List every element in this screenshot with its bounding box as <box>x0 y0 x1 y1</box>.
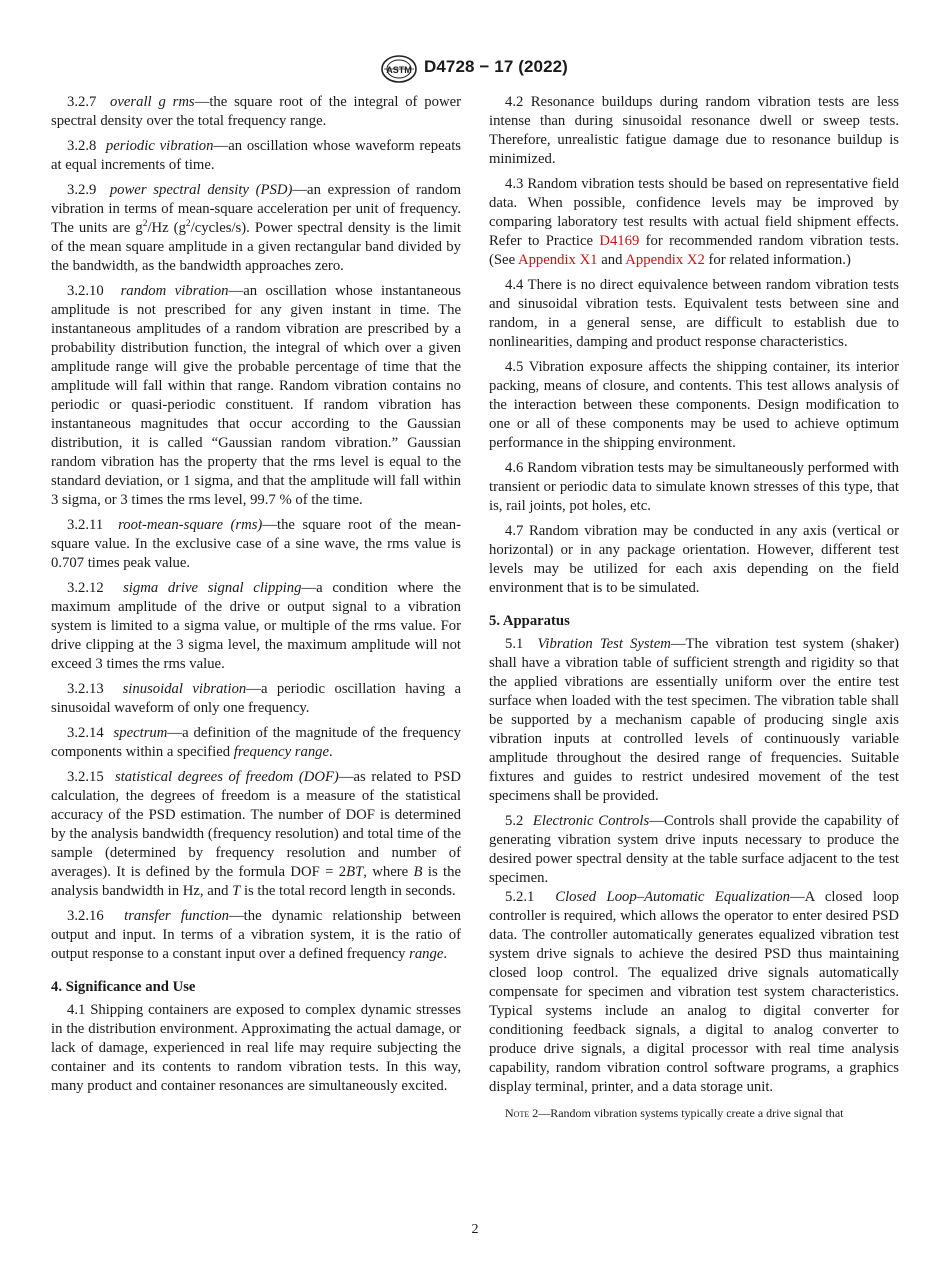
page-number: 2 <box>471 1222 479 1237</box>
definition-3-2-10: 3.2.10 random vibration—an oscillation whose instantaneous amplitude is not prescribed for any given instant in time. The instantaneous amplitudes of a random vibration are prescribed by a probability distribution function, the integral of which over a given amplitude range will give the probable percentage of time that the amplitude will fall within that range. Random vibration contains no periodic or quasi-periodic constituent. If random vibration has instantaneous magnitudes that occur according to the Gaussian distribution, it is called “Gaussian random vibration.” Gaussian random vibration has the property that the rms level is equal to the standard deviation, or 1 sigma, and that the amplitude will fall within 3 sigma, or 3 times the rms level, 99.7 % of the time. <box>51 283 461 508</box>
paragraph-4-2: 4.2 Resonance buildups during random vibration tests are less intense than during sinusoidal resonance dwell or sweep tests. Therefore, unrealistic fatigue damage due to resonance buildup is minimized. <box>489 94 899 167</box>
right-column <box>489 93 899 1121</box>
left-column <box>51 93 461 1096</box>
paragraph-4-5: 4.5 Vibration exposure affects the shipping container, its interior packing, means of closure, and contents. This test allows analysis of the interaction between these components. Design modification to one or all of these components may be used to achieve optimum performance in the shipping environment. <box>489 359 899 451</box>
document-id: D4728 − 17 (2022) <box>424 57 568 76</box>
paragraph-5-2-1: 5.2.1 Closed Loop–Automatic Equalization—A closed loop controller is required, which allows the operator to enter desired PSD data. The controller automatically generates equalized vibration test system drive signals to achieve the desired PSD thus maintaining closed loop control. The equalized drive signals automatically compensate for specimen and vibration test system characteristics. Typical systems include an analog to digital converter for conditioning feedback signals, a digital to analog converter to produce drive signals, a digital processor with real time analysis capability, random vibration control software programs, a graphics display terminal, printer, and a data storage unit. <box>489 889 899 1095</box>
paragraph-4-6: 4.6 Random vibration tests may be simultaneously performed with transient or periodic data to simulate known stresses of this type, that is, rail joints, pot holes, etc. <box>489 460 899 514</box>
definition-3-2-12: 3.2.12 sigma drive signal clipping—a condition where the maximum amplitude of the drive or output signal to a vibration system is limited to a sigma value, or multiple of the rms value. For drive clipping at the 3 sigma level, the maximum amplitude will not exceed 3 times the rms value. <box>51 580 461 672</box>
astm-logo-icon <box>380 54 418 84</box>
definition-3-2-16: 3.2.16 transfer function—the dynamic relationship between output and input. In terms of a vibration system, it is the ratio of output response to a constant input over a defined frequency range. <box>51 908 462 962</box>
link-appendix-x2[interactable]: Appendix X2 <box>625 252 705 268</box>
definition-3-2-14: 3.2.14 spectrum—a definition of the magnitude of the frequency components within a specified frequency range. <box>51 725 462 760</box>
definition-3-2-8: 3.2.8 periodic vibration—an oscillation whose waveform repeats at equal increments of time. <box>51 138 461 173</box>
paragraph-4-7: 4.7 Random vibration may be conducted in any axis (vertical or horizontal) or in any package orientation. However, different test levels may be utilized for each axis depending on the field environment that is to be simulated. <box>489 523 899 596</box>
section-5-heading: 5. Apparatus <box>489 613 570 629</box>
note-2: Note 2—Random vibration systems typically create a drive signal that <box>505 1106 844 1120</box>
section-4-heading: 4. Significance and Use <box>51 979 196 995</box>
definition-3-2-13: 3.2.13 sinusoidal vibration—a periodic oscillation having a sinusoidal waveform of only one frequency. <box>51 681 462 716</box>
svg-text:ASTM: ASTM <box>386 65 412 75</box>
definition-3-2-11: 3.2.11 root-mean-square (rms)—the square root of the mean-square value. In the exclusive case of a sine wave, the rms value is 0.707 times peak value. <box>51 517 462 571</box>
paragraph-5-1: 5.1 Vibration Test System—The vibration test system (shaker) shall have a vibration table of sufficient strength and rigidity so that the applied vibrations are essentially uniform over the entire test surface when loaded with the test specimen. The vibration table shall be supported by a mechanism capable of producing single axis vibration inputs at controlled levels of continuously variable amplitude throughout the desired range of frequencies. Suitable fixtures and guides to restrict undesired movement of the test specimens shall be provided. <box>489 636 900 804</box>
paragraph-5-2: 5.2 Electronic Controls—Controls shall provide the capability of generating vibration system drive inputs necessary to produce the desired power spectral density at the table surface adjacent to the test specimen. <box>489 813 900 886</box>
definition-3-2-9: 3.2.9 power spectral density (PSD)—an expression of random vibration in terms of mean-square acceleration per unit of frequency. The units are $g^2/Hz$ $(g^2/cycles/s)$. Power spectral density is the limit of the mean square amplitude in a given rectangular band divided by the bandwidth, as the bandwidth approaches zero. <box>51 182 462 274</box>
paragraph-4-4: 4.4 There is no direct equivalence between random vibration tests and sinusoidal vibration tests. Equivalent tests between sine and random, in a general sense, are difficult to establish due to nonlinearities, damping and product response characteristics. <box>489 277 899 350</box>
page-header <box>0 54 950 84</box>
paragraph-4-1: 4.1 Shipping containers are exposed to complex dynamic stresses in the distribution environment. Approximating the actual damage, or lack of damage, experienced in real life may require subjecting the container and its contents to random vibration tests. In this way, many product and container resonances are simultaneously excited. <box>51 1002 461 1094</box>
definition-3-2-15: 3.2.15 statistical degrees of freedom (DOF)—as related to PSD calculation, the degrees of freedom is a measure of the statistical accuracy of the PSD estimation. The number of DOF is determined by the analysis bandwidth (frequency resolution) and total time of the sample (determined by frequency resolution and number of averages). It is defined by the formula DOF = 2BT, where B is the analysis bandwidth in Hz, and T is the total record length in seconds. <box>51 769 462 899</box>
link-d4169[interactable]: D4169 <box>599 233 640 249</box>
paragraph-4-3: 4.3 Random vibration tests should be based on representative field data. When possible, confidence levels may be improved by comparing laboratory test results with actual field shipment effects. Refer to Practice D4169 for recommended random vibration tests. (See Appendix X1 and Appendix X2 for related information.) <box>489 176 899 268</box>
link-appendix-x1[interactable]: Appendix X1 <box>517 252 598 268</box>
definition-3-2-7: 3.2.7 overall g rms—the square root of the integral of power spectral density over the total frequency range. <box>51 94 461 129</box>
